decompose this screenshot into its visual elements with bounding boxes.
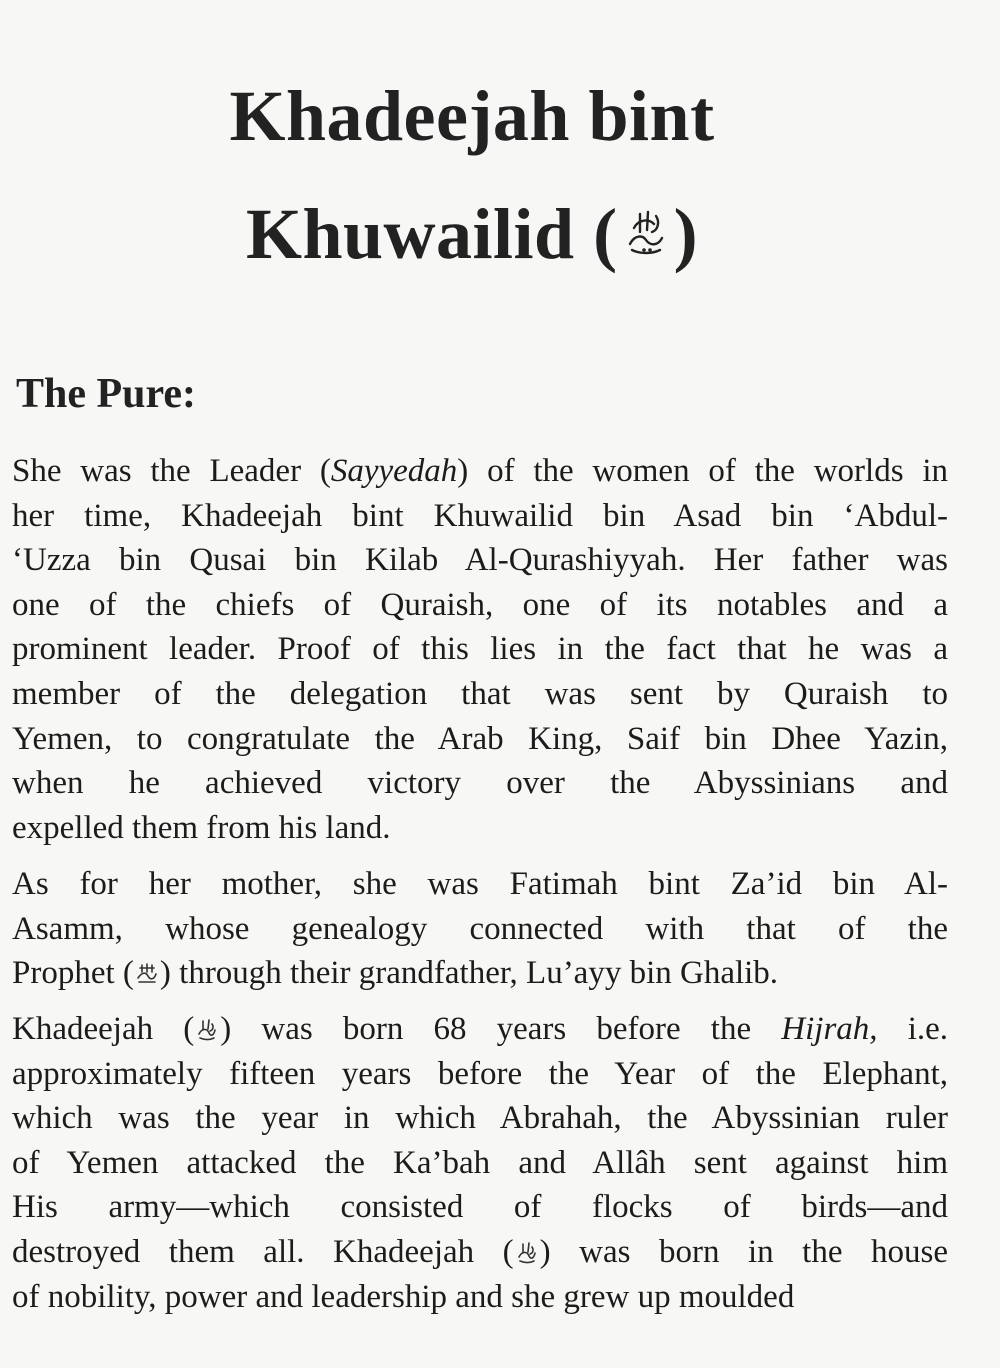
text-run: when he achieved victory over the Abyssinians and — [12, 765, 948, 802]
section-heading: The Pure: — [16, 371, 197, 417]
text-run: ) was born in the house — [539, 1233, 948, 1270]
text-line — [12, 1230, 948, 1275]
text-run: She was the Leader ( — [12, 453, 331, 489]
text-run: i.e. — [877, 1011, 949, 1047]
text-run: member of the delegation that was sent by Quraish to — [12, 675, 948, 712]
text-run: Yemen, to congratulate the Arab King, Saif bin Dhee Yazin, — [12, 720, 948, 757]
radiallahu-anha-icon — [194, 1016, 220, 1042]
text-run: expelled them from his land. — [12, 809, 391, 846]
text-run: His army—which consisted of flocks of birds—and — [12, 1189, 948, 1226]
text-line — [12, 1096, 948, 1141]
text-run: destroyed them all. Khadeejah ( — [12, 1233, 514, 1270]
text-run: Asamm, whose genealogy connected with that of the — [12, 910, 948, 947]
chapter-title-text-1: Khadeejah bint — [229, 76, 715, 156]
text-run: which was the year in which Abrahah, the Abyssinian ruler — [12, 1100, 948, 1137]
radiallahu-anha-calligraphy-icon — [620, 206, 672, 258]
text-run: ) was born 68 years before the — [220, 1011, 782, 1047]
text-run: As for her mother, she was Fatimah bint Za’id bin Al- — [12, 866, 948, 902]
italic-term: Hijrah, — [781, 1011, 878, 1047]
text-line — [12, 1185, 948, 1230]
text-run: Prophet ( — [12, 955, 134, 992]
title-open-paren: ( — [593, 194, 618, 274]
paragraph-2 — [12, 862, 948, 996]
chapter-title-text-2: Khuwailid — [245, 194, 575, 274]
text-line — [12, 583, 948, 628]
text-line — [12, 761, 948, 806]
radiallahu-anha-icon — [514, 1239, 540, 1265]
italic-term: Sayyedah — [330, 453, 458, 489]
chapter-title-line-2 — [0, 194, 972, 274]
text-line — [12, 449, 948, 494]
text-line — [12, 951, 948, 996]
title-close-paren: ) — [673, 194, 699, 274]
paragraph-3 — [12, 1007, 948, 1319]
paragraph-1 — [12, 449, 948, 850]
text-run: Khadeejah ( — [12, 1011, 195, 1047]
text-run: of Yemen attacked the Ka’bah and Allâh sent against him — [12, 1144, 948, 1181]
text-line — [12, 1275, 948, 1320]
text-line — [12, 862, 948, 907]
text-run: ) through their grandfather, Lu’ayy bin Ghalib. — [159, 955, 779, 992]
text-run: her time, Khadeejah bint Khuwailid bin Asad bin ‘Abdul- — [12, 497, 948, 534]
text-line — [12, 907, 948, 952]
text-line — [12, 627, 948, 672]
text-run: ‘Uzza bin Qusai bin Kilab Al-Qurashiyyah. Her father was — [12, 542, 948, 579]
text-run: prominent leader. Proof of this lies in the fact that he was a — [12, 631, 948, 668]
text-run: of nobility, power and leadership and she grew up moulded — [12, 1278, 795, 1315]
text-run: approximately fifteen years before the Year of the Elephant, — [12, 1055, 948, 1092]
text-line — [12, 806, 948, 851]
text-run: ) of the women of the worlds in — [457, 453, 949, 489]
text-line — [12, 1052, 948, 1097]
salallahu-alaihi-wasallam-icon — [134, 960, 160, 986]
text-line — [12, 494, 948, 539]
text-line — [12, 1007, 948, 1052]
chapter-title-line-1 — [0, 76, 972, 156]
text-line — [12, 717, 948, 762]
text-line — [12, 1141, 948, 1186]
text-line — [12, 672, 948, 717]
text-run: one of the chiefs of Quraish, one of its notables and a — [12, 586, 948, 623]
text-line — [12, 538, 948, 583]
